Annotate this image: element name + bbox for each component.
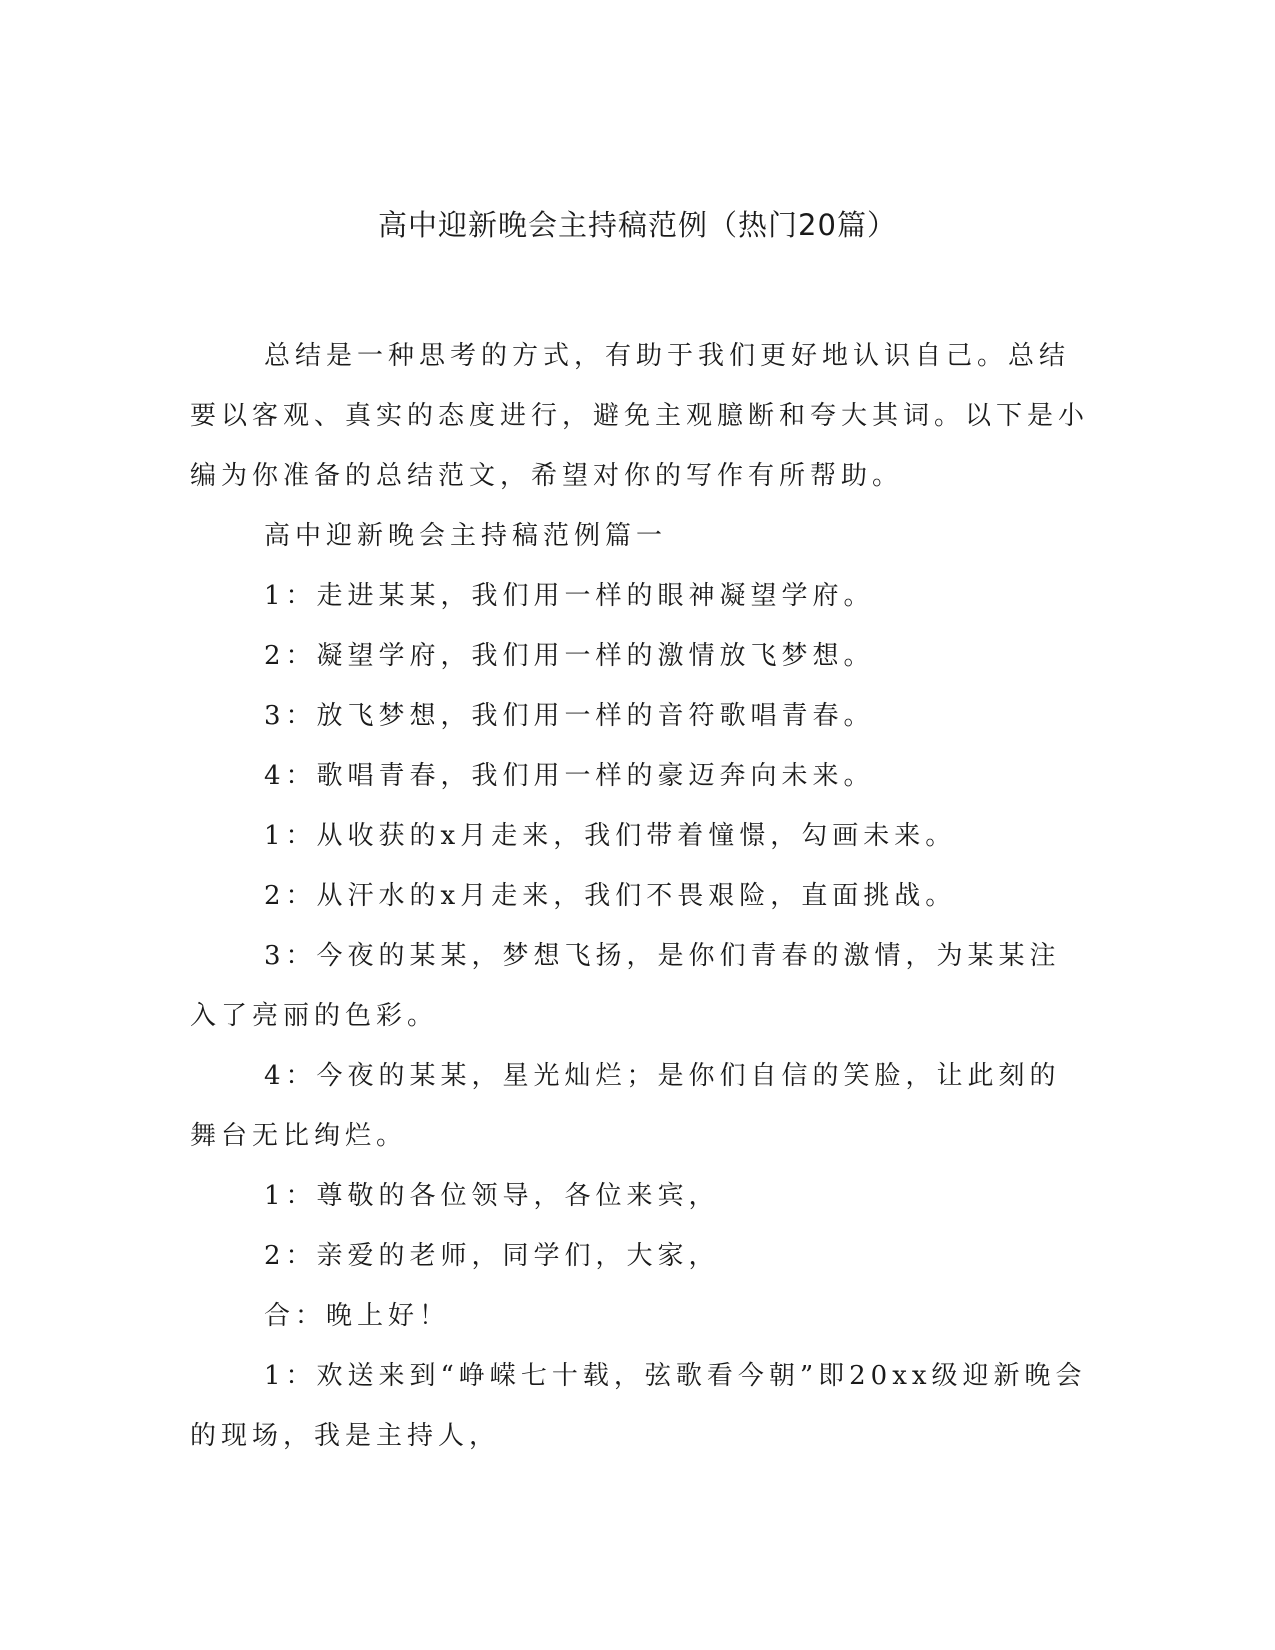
- paragraph: 4：歌唱青春，我们用一样的豪迈奔向未来。: [264, 761, 875, 791]
- document-title: 高中迎新晚会主持稿范例（热门20篇）: [378, 208, 897, 242]
- paragraph: 4：今夜的某某，星光灿烂；是你们自信的笑脸，让此刻的舞台无比绚烂。: [190, 1061, 1061, 1151]
- paragraph-intro: 总结是一种思考的方式，有助于我们更好地认识自己。总结要以客观、真实的态度进行，避免主观臆断和夸大其词。以下是小编为你准备的总结范文，希望对你的写作有所帮助。: [190, 341, 1090, 491]
- paragraph: 2：从汗水的x月走来，我们不畏艰险，直面挑战。: [264, 881, 957, 911]
- paragraph: 合：晚上好！: [264, 1301, 451, 1331]
- paragraph: 3：放飞梦想，我们用一样的音符歌唱青春。: [264, 701, 875, 731]
- document-body: [190, 326, 1090, 1466]
- paragraph: 2：亲爱的老师，同学们，大家，: [264, 1241, 720, 1271]
- paragraph: 3：今夜的某某，梦想飞扬，是你们青春的激情，为某某注入了亮丽的色彩。: [190, 941, 1061, 1031]
- paragraph: 1：走进某某，我们用一样的眼神凝望学府。: [264, 581, 875, 611]
- paragraph: 1：从收获的x月走来，我们带着憧憬，勾画未来。: [264, 821, 957, 851]
- section-heading: 高中迎新晚会主持稿范例篇一: [264, 521, 668, 551]
- paragraph: 2：凝望学府，我们用一样的激情放飞梦想。: [264, 641, 875, 671]
- paragraph: 1：欢送来到“峥嵘七十载，弦歌看今朝”即20xx级迎新晚会的现场，我是主持人，: [190, 1361, 1087, 1451]
- paragraph: 1：尊敬的各位领导，各位来宾，: [264, 1181, 720, 1211]
